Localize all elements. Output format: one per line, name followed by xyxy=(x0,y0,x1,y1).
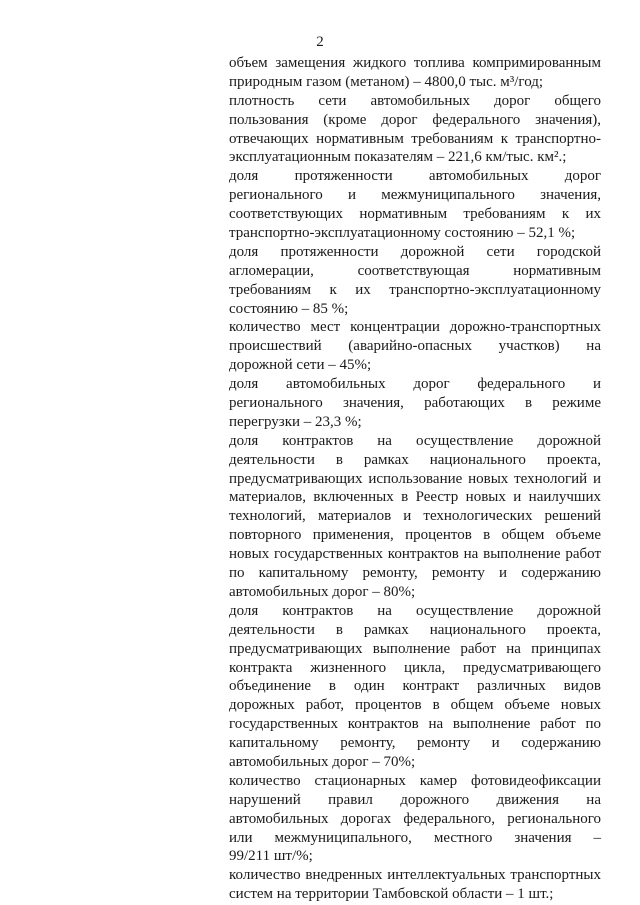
text-line: автомобильных дорогах федерального, регионального xyxy=(229,810,601,827)
list-item xyxy=(229,772,601,866)
text-line: новых государственных контрактов на выполнение работ xyxy=(229,546,601,563)
text-line: 99/211 шт/%; xyxy=(229,848,313,865)
text-line: природным газом (метаном) – 4800,0 тыс. м³/год; xyxy=(229,73,544,90)
list-item xyxy=(229,167,601,243)
text-line: доля протяженности дорожной сети городской xyxy=(229,243,601,260)
text-line: доля контрактов на осуществление дорожной xyxy=(229,602,601,619)
text-line: автомобильных дорог – 80%; xyxy=(229,583,416,600)
text-line: дорожной сети – 45%; xyxy=(229,357,372,374)
text-line: деятельности в рамках национального проекта, xyxy=(229,451,601,468)
text-line: или межмуниципального, местного значения – xyxy=(229,829,601,846)
text-line: технологий, материалов и технологических решений xyxy=(229,508,601,525)
text-line: происшествий (аварийно-опасных участков) на xyxy=(229,338,601,355)
text-line: доля контрактов на осуществление дорожной xyxy=(229,432,601,449)
text-line: контракта жизненного цикла, предусматривающего xyxy=(229,659,601,676)
list-item xyxy=(229,432,601,602)
text-line: нарушений правил дорожного движения на xyxy=(229,791,601,808)
list-item xyxy=(229,602,601,772)
text-line: автомобильных дорог – 70%; xyxy=(229,753,416,770)
text-line: объединение в один контракт различных видов xyxy=(229,678,601,695)
text-line: дорожных работ, процентов в общем объеме новых xyxy=(229,697,601,714)
text-line: повторного применения, процентов в общем объеме xyxy=(229,527,601,544)
text-line: регионального и межмуниципального значения, xyxy=(229,187,601,204)
text-line: материалов, включенных в Реестр новых и наилучших xyxy=(229,489,601,506)
text-line: отвечающих нормативным требованиям к транспортно- xyxy=(229,130,601,147)
list-item xyxy=(229,318,601,375)
text-line: эксплуатационным показателям – 221,6 км/тыс. км².; xyxy=(229,149,567,166)
text-line: требованиям к их транспортно-эксплуатационному xyxy=(229,281,601,298)
text-line: предусматривающих использование новых технологий и xyxy=(229,470,601,487)
text-line: капитальному ремонту, ремонту и содержанию xyxy=(229,735,601,752)
text-line: доля протяженности автомобильных дорог xyxy=(229,168,601,185)
text-line: перегрузки – 23,3 %; xyxy=(229,413,362,430)
text-line: состоянию – 85 %; xyxy=(229,300,349,317)
list-item xyxy=(229,92,601,168)
list-item xyxy=(229,243,601,319)
text-line: систем на территории Тамбовской области – 1 шт.; xyxy=(229,886,554,903)
text-line: доля автомобильных дорог федерального и xyxy=(229,376,601,393)
text-line: пользования (кроме дорог федерального значения), xyxy=(229,111,601,128)
text-line: регионального значения, работающих в режиме xyxy=(229,395,601,412)
text-line: количество внедренных интеллектуальных транспортных xyxy=(229,867,601,884)
document-body xyxy=(229,54,601,904)
list-item xyxy=(229,375,601,432)
text-line: агломерации, соответствующая нормативным xyxy=(229,262,601,279)
text-line: плотность сети автомобильных дорог общего xyxy=(229,92,601,109)
text-line: количество мест концентрации дорожно-транспортных xyxy=(229,319,601,336)
page-number: 2 xyxy=(316,34,324,50)
text-line: деятельности в рамках национального проекта, xyxy=(229,621,601,638)
text-line: соответствующих нормативным требованиям к их xyxy=(229,206,601,223)
text-line: транспортно-эксплуатационному состоянию – 52,1 %; xyxy=(229,225,576,242)
list-item xyxy=(229,54,601,92)
text-line: государственных контрактов на выполнение работ по xyxy=(229,716,601,733)
text-line: количество стационарных камер фотовидеофиксации xyxy=(229,772,601,789)
text-line: предусматривающих выполнение работ на принципах xyxy=(229,640,601,657)
text-line: объем замещения жидкого топлива компримированным xyxy=(229,55,601,71)
text-line: по капитальному ремонту, ремонту и содержанию xyxy=(229,565,601,582)
list-item xyxy=(229,866,601,904)
